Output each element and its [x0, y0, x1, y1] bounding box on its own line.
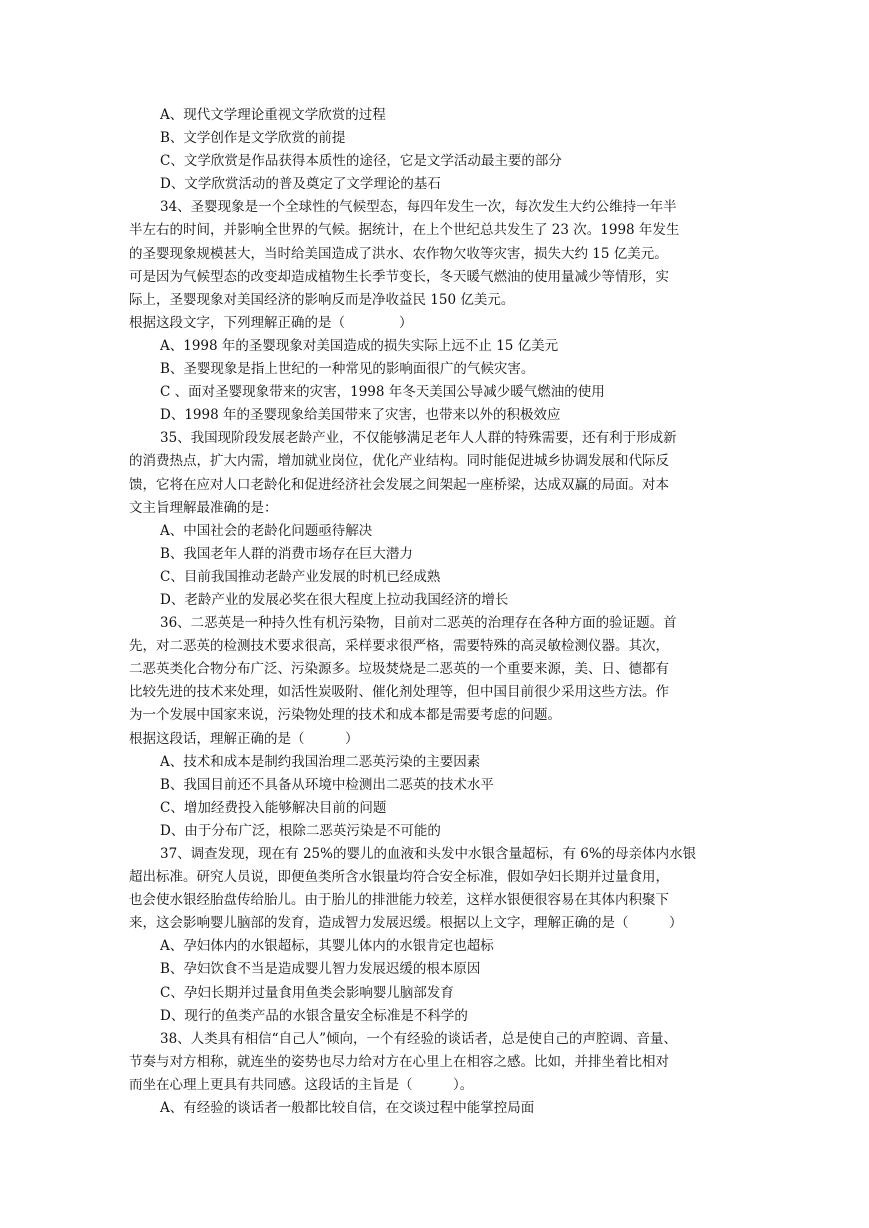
- answer-option-line: C、目前我国推动老龄产业发展的时机已经成熟: [160, 568, 441, 585]
- paragraph-line: 节奏与对方相称，就连坐的姿势也尽力给对方在心里上在相容之感。比如，并排坐着比相对: [129, 1053, 669, 1070]
- paragraph-line: 二恶英类化合物分布广泛、污染源多。垃圾焚烧是二恶英的一个重要来源，美、日、德都有: [129, 661, 669, 678]
- answer-option-line: D、现行的鱼类产品的水银含量安全标准是不科学的: [160, 1007, 468, 1024]
- answer-option-line: C、增加经费投入能够解决目前的问题: [160, 799, 387, 816]
- paragraph-line: 馈，它将在应对人口老龄化和促进经济社会发展之间架起一座桥梁，达成双赢的局面。对本: [129, 476, 669, 493]
- answer-option-line: B、我国老年人群的消费市场存在巨大潜力: [160, 545, 413, 562]
- answer-option-line: C、孕妇长期并过量食用鱼类会影响婴儿脑部发育: [160, 984, 454, 1001]
- answer-option-line: C、文学欣赏是作品获得本质性的途径，它是文学活动最主要的部分: [160, 153, 562, 170]
- paragraph-line: 36、二恶英是一种持久性有机污染物，目前对二恶英的治理存在各种方面的验证题。首: [160, 615, 677, 632]
- paragraph-line: 34、圣婴现象是一个全球性的气候型态，每四年发生一次，每次发生大约公维持一年半: [160, 199, 677, 216]
- paragraph-line: 37、调查发现，现在有 25%的婴儿的血液和头发中水银含量超标，有 6%的母亲体内水银: [160, 846, 697, 862]
- paragraph-line: 35、我国现阶段发展老龄产业，不仅能够满足老年人人群的特殊需要，还有利于形成新: [160, 430, 677, 447]
- paragraph-line: 的圣婴现象规模甚大，当时给美国造成了洪水、农作物欠收等灾害，损失大约 15 亿美元。: [129, 245, 668, 262]
- paragraph-line: 文主旨理解最准确的是：: [129, 499, 278, 516]
- answer-option-line: B、我国目前还不具备从环境中检测出二恶英的技术水平: [160, 776, 494, 793]
- paragraph-line: 而坐在心理上更具有共同感。这段话的主旨是（ ）。: [129, 1076, 474, 1093]
- answer-option-line: A、孕妇体内的水银超标，其婴儿体内的水银肯定也超标: [160, 938, 494, 955]
- paragraph-line: 比较先进的技术来处理，如活性炭吸附、催化剂处理等，但中国目前很少采用这些方法。作: [129, 684, 669, 701]
- paragraph-line: 也会使水银经胎盘传给胎儿。由于胎儿的排泄能力较差，这样水银便很容易在其体内积聚下: [129, 892, 669, 909]
- answer-option-line: A、技术和成本是制约我国治理二恶英污染的主要因素: [160, 753, 481, 770]
- paragraph-line: 为一个发展中国家来说，污染物处理的技术和成本都是需要考虑的问题。: [129, 707, 561, 724]
- answer-option-line: D、由于分布广泛，根除二恶英污染是不可能的: [160, 822, 441, 839]
- answer-option-line: D、老龄产业的发展必奖在很大程度上拉动我国经济的增长: [160, 591, 509, 608]
- paragraph-line: 根据这段话，理解正确的是（ ）: [129, 730, 359, 747]
- paragraph-line: 根据这段文字，下列理解正确的是（ ）: [129, 314, 413, 331]
- paragraph-line: 来，这会影响婴儿脑部的发育，造成智力发展迟缓。根据以上文字，理解正确的是（ ）: [129, 915, 683, 932]
- answer-option-line: A、中国社会的老龄化问题亟待解决: [160, 522, 373, 539]
- answer-option-line: A、有经验的谈话者一般都比较自信，在交谈过程中能掌控局面: [160, 1100, 535, 1117]
- document-page: [129, 104, 741, 1120]
- paragraph-line: 可是因为气候型态的改变却造成植物生长季节变长，冬天暖气燃油的使用量减少等情形，实: [129, 268, 669, 285]
- answer-option-line: C 、面对圣婴现象带来的灾害，1998 年冬天美国公导减少暖气燃油的使用: [160, 384, 605, 401]
- paragraph-line: 超出标准。研究人员说，即便鱼类所含水银量均符合安全标准，假如孕妇长期并过量食用，: [129, 869, 669, 886]
- answer-option-line: B、文学创作是文学欣赏的前提: [160, 130, 346, 147]
- answer-option-line: A、1998 年的圣婴现象对美国造成的损失实际上远不止 15 亿美元: [160, 337, 559, 354]
- paragraph-line: 半左右的时间，并影响全世界的气候。据统计，在上个世纪总共发生了 23 次。1998 年发生: [129, 222, 680, 239]
- answer-option-line: B、圣婴现象是指上世纪的一种常见的影响面很广的气候灾害。: [160, 361, 535, 378]
- paragraph-line: 38、人类具有相信“自己人”倾向，一个有经验的谈话者，总是使自己的声腔调、音量、: [160, 1030, 677, 1047]
- paragraph-line: 先，对二恶英的检测技术要求很高，采样要求很严格，需要特殊的高灵敏检测仪器。其次，: [129, 638, 669, 655]
- answer-option-line: A、现代文学理论重视文学欣赏的过程: [160, 107, 386, 123]
- answer-option-line: D、文学欣赏活动的普及奠定了文学理论的基石: [160, 176, 441, 193]
- answer-option-line: D、1998 年的圣婴现象给美国带来了灾害，也带来以外的积极效应: [160, 407, 561, 424]
- answer-option-line: B、孕妇饮食不当是造成婴儿智力发展迟缓的根本原因: [160, 961, 481, 978]
- paragraph-line: 际上，圣婴现象对美国经济的影响反而是净收益民 150 亿美元。: [129, 291, 515, 308]
- paragraph-line: 的消费热点，扩大内需，增加就业岗位，优化产业结构。同时能促进城乡协调发展和代际反: [129, 453, 669, 470]
